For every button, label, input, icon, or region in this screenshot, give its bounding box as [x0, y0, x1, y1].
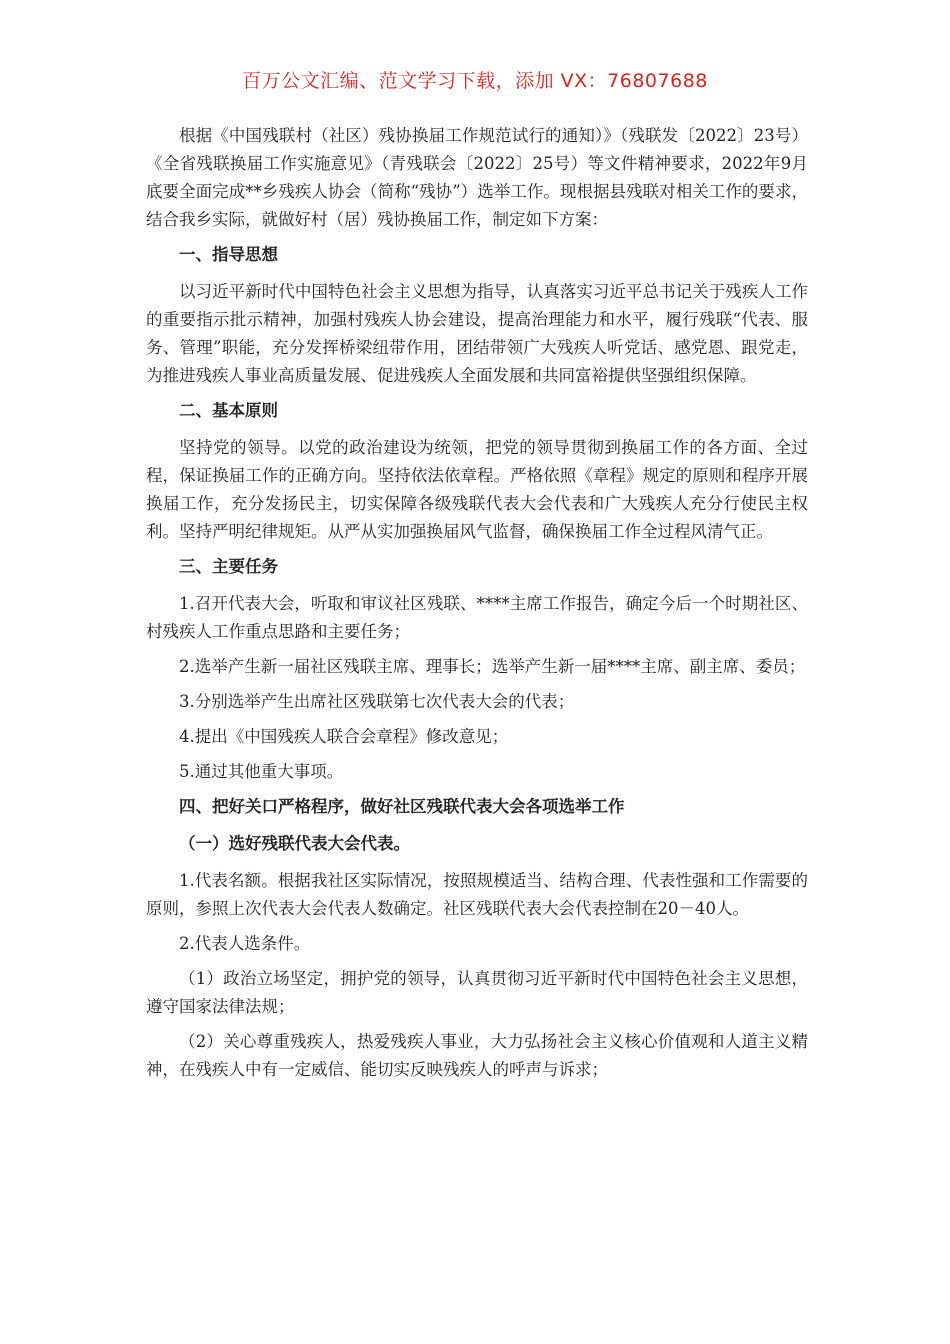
section-heading-main-tasks: 三、主要任务 [179, 557, 278, 576]
list-item: 1.召开代表大会，听取和审议社区残联、****主席工作报告，确定今后一个时期社区、村残疾人工作重点思路和主要任务； [146, 594, 808, 641]
section-heading-basic-principles: 二、基本原则 [179, 401, 278, 420]
subsection-heading-delegates: （一）选好残联代表大会代表。 [179, 834, 410, 853]
section-paragraph: 以习近平新时代中国特色社会主义思想为指导，认真落实习近平总书记关于残疾人工作的重要指示批示精神，加强村残疾人协会建设，提高治理能力和水平，履行残联“代表、服务、管理”职能，充分发挥桥梁纽带作用，团结带领广大残疾人听党话、感党恩、跟党走，为推进残疾人事业高质量发展、促进残疾人全面发展和共同富裕提供坚强组织保障。 [146, 282, 808, 385]
document-body [146, 122, 808, 1091]
list-item: 2.代表人选条件。 [179, 934, 311, 953]
list-item: 1.代表名额。根据我社区实际情况，按照规模适当、结构合理、代表性强和工作需要的原则，参照上次代表大会代表人数确定。社区残联代表大会代表控制在20－40人。 [146, 871, 808, 918]
list-item: （1）政治立场坚定，拥护党的领导，认真贯彻习近平新时代中国特色社会主义思想，遵守国家法律法规； [146, 969, 808, 1016]
watermark-header: 百万公文汇编、范文学习下载，添加 VX：76807688 [242, 70, 708, 92]
intro-paragraph: 根据《中国残联村（社区）残协换届工作规范试行的通知）》（残联发〔2022〕23号）《全省残联换届工作实施意见》（青残联会〔2022〕25号）等文件精神要求，2022年9月底要全面完成**乡残疾人协会（简称“残协”）选举工作。现根据县残联对相关工作的要求，结合我乡实际，就做好村（居）残协换届工作，制定如下方案： [146, 126, 808, 229]
list-item: 5.通过其他重大事项。 [179, 762, 344, 781]
list-item: （2）关心尊重残疾人，热爱残疾人事业，大力弘扬社会主义核心价值观和人道主义精神，在残疾人中有一定威信、能切实反映残疾人的呼声与诉求； [146, 1032, 808, 1079]
list-item: 4.提出《中国残疾人联合会章程》修改意见； [179, 727, 509, 746]
section-paragraph: 坚持党的领导。以党的政治建设为统领，把党的领导贯彻到换届工作的各方面、全过程，保证换届工作的正确方向。坚持依法依章程。严格依照《章程》规定的原则和程序开展换届工作，充分发扬民主，切实保障各级残联代表大会代表和广大残疾人充分行使民主权利。坚持严明纪律规矩。从严从实加强换届风气监督，确保换届工作全过程风清气正。 [146, 438, 808, 541]
section-heading-election-work: 四、把好关口严格程序，做好社区残联代表大会各项选举工作 [179, 797, 625, 816]
list-item: 2.选举产生新一届社区残联主席、理事长；选举产生新一届****主席、副主席、委员； [179, 657, 806, 676]
list-item: 3.分别选举产生出席社区残联第七次代表大会的代表； [179, 692, 575, 711]
section-heading-guiding-ideology: 一、指导思想 [179, 245, 278, 264]
